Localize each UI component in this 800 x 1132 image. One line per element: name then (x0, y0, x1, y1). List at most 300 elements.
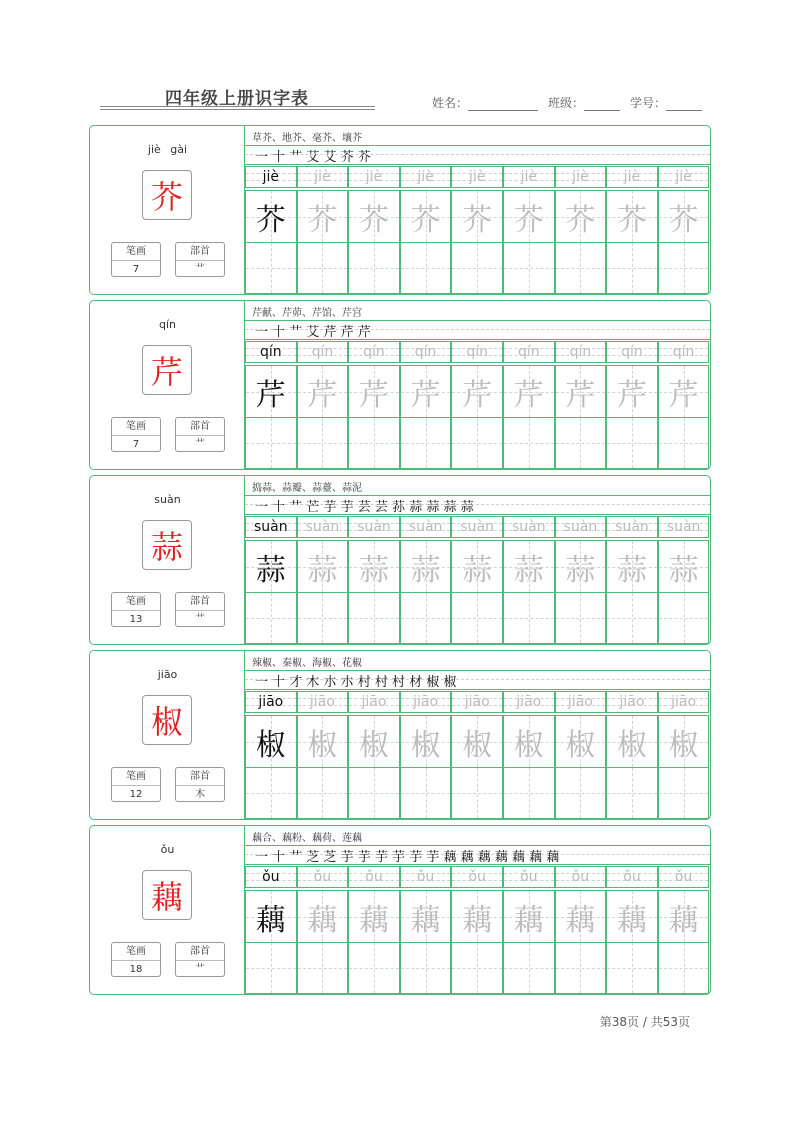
pinyin-box (297, 341, 349, 363)
practice-pinyin: jiāo (361, 694, 387, 710)
character-info (90, 651, 245, 819)
practice-pinyin: ǒu (365, 869, 383, 885)
character-card (89, 125, 711, 295)
practice-pinyin: suàn (615, 519, 649, 535)
practice-pinyin: qín (569, 344, 592, 360)
empty-writing-box[interactable] (348, 593, 400, 644)
trace-box[interactable] (606, 715, 658, 768)
pinyin-box (348, 166, 400, 188)
stroke-order-row (245, 145, 710, 165)
practice-char: 藕 (410, 902, 441, 938)
empty-writing-box[interactable] (400, 593, 452, 644)
pinyin-box (503, 516, 555, 538)
trace-box[interactable] (606, 190, 658, 243)
trace-box[interactable] (348, 890, 400, 943)
practice-char: 芥 (255, 202, 286, 238)
empty-writing-box[interactable] (348, 418, 400, 469)
pinyin-box (245, 691, 297, 713)
empty-writing-box[interactable] (503, 243, 555, 294)
empty-writing-box[interactable] (297, 768, 349, 819)
page-number: 第38页 / 共53页 (599, 1015, 690, 1029)
radical: 艹 (195, 964, 205, 975)
practice-char: 椒 (668, 727, 699, 763)
stroke-count-box (111, 417, 161, 452)
practice-char: 藕 (565, 902, 596, 938)
practice-pinyin: jiè (572, 169, 589, 185)
practice-char: 椒 (255, 727, 286, 763)
practice-char: 芹 (410, 377, 441, 413)
practice-area (245, 126, 710, 294)
practice-area (245, 651, 710, 819)
practice-area (245, 476, 710, 644)
trace-box[interactable] (400, 540, 452, 593)
trace-box[interactable] (348, 715, 400, 768)
pinyin-box (400, 166, 452, 188)
character-info (90, 301, 245, 469)
empty-writing-box[interactable] (245, 418, 297, 469)
stroke-order-row (245, 495, 710, 515)
practice-char: 藕 (255, 902, 286, 938)
pinyin-box (606, 691, 658, 713)
practice-pinyin: suàn (253, 519, 288, 535)
pinyin-box (555, 691, 607, 713)
stroke-order: 一 十 艹 艾 芹 芹 芹 (255, 325, 371, 340)
empty-writing-box[interactable] (400, 243, 452, 294)
practice-pinyin: ǒu (468, 869, 486, 885)
practice-pinyin: suàn (305, 519, 340, 535)
empty-writing-box[interactable] (297, 593, 349, 644)
character-display: 芹 (142, 345, 192, 395)
pinyin-box (451, 341, 503, 363)
empty-writing-box[interactable] (297, 418, 349, 469)
radical: 木 (195, 789, 205, 800)
practice-char: 芥 (410, 202, 441, 238)
trace-box[interactable] (245, 365, 297, 418)
practice-pinyin: qín (466, 344, 489, 360)
stroke-count: 18 (129, 964, 143, 975)
empty-writing-box[interactable] (297, 943, 349, 994)
practice-pinyin: jiāo (309, 694, 335, 710)
practice-char: 椒 (410, 727, 441, 763)
trace-box[interactable] (658, 365, 710, 418)
empty-writing-box[interactable] (606, 418, 658, 469)
stroke-order-row (245, 670, 710, 690)
empty-writing-box[interactable] (555, 943, 607, 994)
name-field[interactable]: 姓名： (432, 94, 538, 111)
practice-pinyin: jiè (262, 169, 279, 185)
practice-char: 蒜 (358, 552, 389, 588)
practice-pinyin: suàn (460, 519, 494, 535)
empty-writing-box[interactable] (555, 243, 607, 294)
trace-box[interactable] (451, 715, 503, 768)
pinyin-box (245, 341, 297, 363)
empty-writing-box[interactable] (606, 943, 658, 994)
practice-grid (245, 341, 710, 471)
practice-grid (245, 516, 710, 646)
practice-char: 芥 (513, 202, 544, 238)
pinyin-box (658, 166, 710, 188)
pinyin-box (555, 166, 607, 188)
radical-label: 部首 (176, 418, 224, 436)
trace-box[interactable] (348, 365, 400, 418)
practice-char: 蒜 (410, 552, 441, 588)
practice-char: 椒 (565, 727, 596, 763)
practice-grid (245, 866, 710, 996)
stroke-count-box (111, 242, 161, 277)
pinyin-box (245, 516, 297, 538)
empty-writing-box[interactable] (555, 768, 607, 819)
practice-pinyin: suàn (563, 519, 598, 535)
trace-box[interactable] (451, 540, 503, 593)
trace-box[interactable] (503, 190, 555, 243)
trace-box[interactable] (400, 190, 452, 243)
example-words: 芹献、芹茆、芹馆、芹宫 (252, 308, 362, 319)
trace-box[interactable] (503, 890, 555, 943)
pinyin-box (658, 516, 710, 538)
practice-pinyin: ǒu (623, 869, 641, 885)
pinyin-box (658, 866, 710, 888)
trace-box[interactable] (297, 715, 349, 768)
empty-writing-box[interactable] (348, 768, 400, 819)
pinyin-box (245, 166, 297, 188)
radical-box (175, 242, 225, 277)
practice-char: 蒜 (307, 552, 338, 588)
character-pinyin: suàn (154, 493, 181, 506)
practice-pinyin: qín (311, 344, 334, 360)
empty-writing-box[interactable] (606, 768, 658, 819)
trace-box[interactable] (658, 890, 710, 943)
pinyin-box (503, 166, 555, 188)
practice-area (245, 826, 710, 994)
pinyin-box (606, 866, 658, 888)
practice-grid (245, 691, 710, 821)
radical-label: 部首 (176, 593, 224, 611)
trace-box[interactable] (606, 365, 658, 418)
character-display: 芥 (142, 170, 192, 220)
practice-char: 芥 (668, 202, 699, 238)
practice-pinyin: jiāo (413, 694, 439, 710)
stroke-count-label: 笔画 (112, 243, 160, 261)
pinyin-box (606, 341, 658, 363)
practice-pinyin: jiè (365, 169, 383, 185)
practice-pinyin: jiāo (258, 694, 284, 710)
practice-pinyin: jiè (468, 169, 486, 185)
pinyin-box (503, 341, 555, 363)
practice-char: 蒜 (616, 552, 647, 588)
stroke-count-box (111, 942, 161, 977)
pinyin-box (555, 341, 607, 363)
practice-char: 藕 (462, 902, 493, 938)
trace-box[interactable] (658, 190, 710, 243)
example-words: 捣蒜、蒜瓣、蒜薹、蒜泥 (252, 483, 362, 494)
pinyin-box (400, 691, 452, 713)
class-field[interactable]: 班级： (548, 94, 620, 111)
title-underline-2 (100, 109, 375, 110)
empty-writing-box[interactable] (400, 943, 452, 994)
pinyin-box (503, 866, 555, 888)
trace-box[interactable] (555, 190, 607, 243)
pinyin-box (606, 516, 658, 538)
trace-box[interactable] (297, 890, 349, 943)
practice-grid (245, 166, 710, 296)
stroke-order: 一 十 才 木 朩 朩 村 村 村 材 椒 椒 (255, 675, 457, 690)
trace-box[interactable] (400, 890, 452, 943)
character-info (90, 476, 245, 644)
practice-char: 椒 (307, 727, 338, 763)
practice-char: 椒 (616, 727, 647, 763)
stroke-count-box (111, 592, 161, 627)
empty-writing-box[interactable] (451, 243, 503, 294)
empty-writing-box[interactable] (555, 593, 607, 644)
trace-box[interactable] (451, 890, 503, 943)
character-display: 藕 (142, 870, 192, 920)
practice-char: 芹 (358, 377, 389, 413)
trace-box[interactable] (245, 715, 297, 768)
character-pinyin: ǒu (160, 843, 175, 856)
practice-pinyin: suàn (666, 519, 701, 535)
radical: 艹 (195, 264, 205, 275)
practice-char: 芹 (565, 377, 596, 413)
trace-box[interactable] (451, 365, 503, 418)
practice-pinyin: ǒu (313, 869, 332, 885)
practice-char: 芥 (565, 202, 596, 238)
radical-box (175, 942, 225, 977)
practice-pinyin: jiè (417, 169, 434, 185)
empty-writing-box[interactable] (348, 243, 400, 294)
empty-writing-box[interactable] (658, 943, 710, 994)
empty-writing-box[interactable] (245, 243, 297, 294)
pinyin-box (451, 866, 503, 888)
trace-box[interactable] (555, 540, 607, 593)
trace-box[interactable] (555, 365, 607, 418)
empty-writing-box[interactable] (503, 418, 555, 469)
pinyin-box (297, 866, 349, 888)
character-display: 椒 (142, 695, 192, 745)
practice-pinyin: ǒu (262, 869, 280, 885)
stroke-count: 12 (129, 789, 143, 800)
trace-box[interactable] (503, 365, 555, 418)
practice-pinyin: jiè (623, 169, 641, 185)
stroke-count-label: 笔画 (112, 593, 160, 611)
practice-char: 芹 (255, 377, 286, 413)
pinyin-box (658, 341, 710, 363)
pinyin-box (400, 866, 452, 888)
radical: 艹 (195, 614, 205, 625)
trace-box[interactable] (658, 540, 710, 593)
practice-pinyin: suàn (408, 519, 443, 535)
empty-writing-box[interactable] (297, 243, 349, 294)
character-card (89, 650, 711, 820)
stroke-count-box (111, 767, 161, 802)
pinyin-box (297, 691, 349, 713)
practice-pinyin: qín (414, 344, 437, 360)
practice-char: 蒜 (565, 552, 596, 588)
radical-box (175, 592, 225, 627)
trace-box[interactable] (245, 540, 297, 593)
pinyin-box (658, 691, 710, 713)
empty-writing-box[interactable] (658, 418, 710, 469)
page-title: 四年级上册识字表 (165, 89, 309, 109)
empty-writing-box[interactable] (245, 943, 297, 994)
practice-char: 芹 (616, 377, 647, 413)
radical-label: 部首 (176, 768, 224, 786)
stroke-order: 一 十 艹 芒 芋 芋 芸 芸 荪 蒜 蒜 蒜 蒜 (255, 500, 474, 515)
practice-char: 藕 (307, 902, 338, 938)
practice-pinyin: qín (621, 344, 643, 360)
character-info (90, 126, 245, 294)
example-words: 辣椒、秦椒、海椒、花椒 (252, 658, 362, 669)
pinyin-box (451, 516, 503, 538)
practice-pinyin: ǒu (416, 869, 435, 885)
practice-char: 藕 (616, 902, 647, 938)
practice-pinyin: jiè (675, 169, 692, 185)
practice-pinyin: ǒu (674, 869, 693, 885)
stroke-count: 7 (132, 439, 140, 450)
practice-char: 椒 (513, 727, 544, 763)
trace-box[interactable] (297, 540, 349, 593)
practice-char: 芥 (462, 202, 493, 238)
stroke-order-row (245, 320, 710, 340)
character-pinyin: qín (158, 318, 176, 331)
practice-pinyin: jiāo (567, 694, 593, 710)
stroke-count-label: 笔画 (112, 418, 160, 436)
practice-pinyin: qín (259, 344, 282, 360)
pinyin-box (297, 166, 349, 188)
practice-char: 藕 (513, 902, 544, 938)
pinyin-box (297, 516, 349, 538)
radical-label: 部首 (176, 943, 224, 961)
pinyin-box (245, 866, 297, 888)
radical-box (175, 767, 225, 802)
trace-box[interactable] (555, 715, 607, 768)
empty-writing-box[interactable] (503, 768, 555, 819)
empty-writing-box[interactable] (451, 418, 503, 469)
pinyin-box (555, 866, 607, 888)
stroke-order: 一 十 艹 芝 芝 芋 芋 芋 芋 芋 芋 藕 藕 藕 藕 藕 藕 藕 (255, 850, 560, 865)
empty-writing-box[interactable] (451, 943, 503, 994)
student-fields (432, 94, 702, 111)
practice-char: 椒 (358, 727, 389, 763)
empty-writing-box[interactable] (555, 418, 607, 469)
trace-box[interactable] (400, 365, 452, 418)
number-field[interactable]: 学号： (630, 94, 702, 111)
practice-pinyin: qín (672, 344, 695, 360)
empty-writing-box[interactable] (451, 593, 503, 644)
trace-box[interactable] (297, 365, 349, 418)
trace-box[interactable] (348, 190, 400, 243)
practice-pinyin: jiāo (671, 694, 697, 710)
empty-writing-box[interactable] (400, 768, 452, 819)
character-pinyin: jiāo (157, 668, 178, 681)
pinyin-box (451, 166, 503, 188)
character-display: 蒜 (142, 520, 192, 570)
radical-label: 部首 (176, 243, 224, 261)
empty-writing-box[interactable] (348, 943, 400, 994)
trace-box[interactable] (606, 540, 658, 593)
trace-box[interactable] (555, 890, 607, 943)
stroke-count: 7 (132, 264, 140, 275)
pinyin-box (606, 166, 658, 188)
practice-char: 芥 (307, 202, 338, 238)
practice-pinyin: suàn (511, 519, 546, 535)
practice-char: 藕 (358, 902, 389, 938)
pinyin-box (348, 866, 400, 888)
empty-writing-box[interactable] (245, 593, 297, 644)
practice-char: 蒜 (462, 552, 493, 588)
trace-box[interactable] (503, 540, 555, 593)
pinyin-box (451, 691, 503, 713)
practice-pinyin: jiāo (464, 694, 490, 710)
pinyin-box (555, 516, 607, 538)
trace-box[interactable] (658, 715, 710, 768)
empty-writing-box[interactable] (503, 943, 555, 994)
empty-writing-box[interactable] (658, 768, 710, 819)
practice-char: 芹 (513, 377, 544, 413)
practice-char: 芹 (307, 377, 338, 413)
empty-writing-box[interactable] (606, 243, 658, 294)
practice-char: 蒜 (668, 552, 699, 588)
radical: 艹 (195, 439, 205, 450)
trace-box[interactable] (606, 890, 658, 943)
empty-writing-box[interactable] (400, 418, 452, 469)
practice-pinyin: jiāo (516, 694, 542, 710)
practice-area (245, 301, 710, 469)
practice-pinyin: jiè (520, 169, 537, 185)
example-words: 藕合、藕粉、藕荷、莲藕 (252, 833, 362, 844)
pinyin-box (348, 341, 400, 363)
stroke-order-row (245, 845, 710, 865)
trace-box[interactable] (245, 190, 297, 243)
practice-char: 藕 (668, 902, 699, 938)
trace-box[interactable] (451, 190, 503, 243)
trace-box[interactable] (348, 540, 400, 593)
empty-writing-box[interactable] (658, 593, 710, 644)
empty-writing-box[interactable] (451, 768, 503, 819)
practice-pinyin: jiè (314, 169, 331, 185)
practice-char: 芥 (358, 202, 389, 238)
stroke-count-label: 笔画 (112, 768, 160, 786)
pinyin-box (503, 691, 555, 713)
character-card (89, 475, 711, 645)
empty-writing-box[interactable] (658, 243, 710, 294)
radical-box (175, 417, 225, 452)
stroke-order: 一 十 艹 艾 艾 芥 芥 (255, 150, 371, 165)
pinyin-box (400, 516, 452, 538)
trace-box[interactable] (245, 890, 297, 943)
stroke-count-label: 笔画 (112, 943, 160, 961)
pinyin-box (348, 516, 400, 538)
character-card (89, 300, 711, 470)
practice-pinyin: qín (517, 344, 540, 360)
stroke-count: 13 (129, 614, 143, 625)
empty-writing-box[interactable] (245, 768, 297, 819)
empty-writing-box[interactable] (606, 593, 658, 644)
title-underline (100, 106, 375, 107)
character-pinyin: jiè gài (147, 143, 188, 156)
practice-char: 蒜 (255, 552, 286, 588)
trace-box[interactable] (503, 715, 555, 768)
practice-pinyin: ǒu (571, 869, 590, 885)
practice-char: 芹 (462, 377, 493, 413)
empty-writing-box[interactable] (503, 593, 555, 644)
example-words: 草芥、地芥、毫芥、壤芥 (252, 133, 362, 144)
practice-char: 芥 (616, 202, 647, 238)
practice-pinyin: ǒu (520, 869, 538, 885)
trace-box[interactable] (400, 715, 452, 768)
practice-pinyin: qín (363, 344, 385, 360)
pinyin-box (400, 341, 452, 363)
trace-box[interactable] (297, 190, 349, 243)
